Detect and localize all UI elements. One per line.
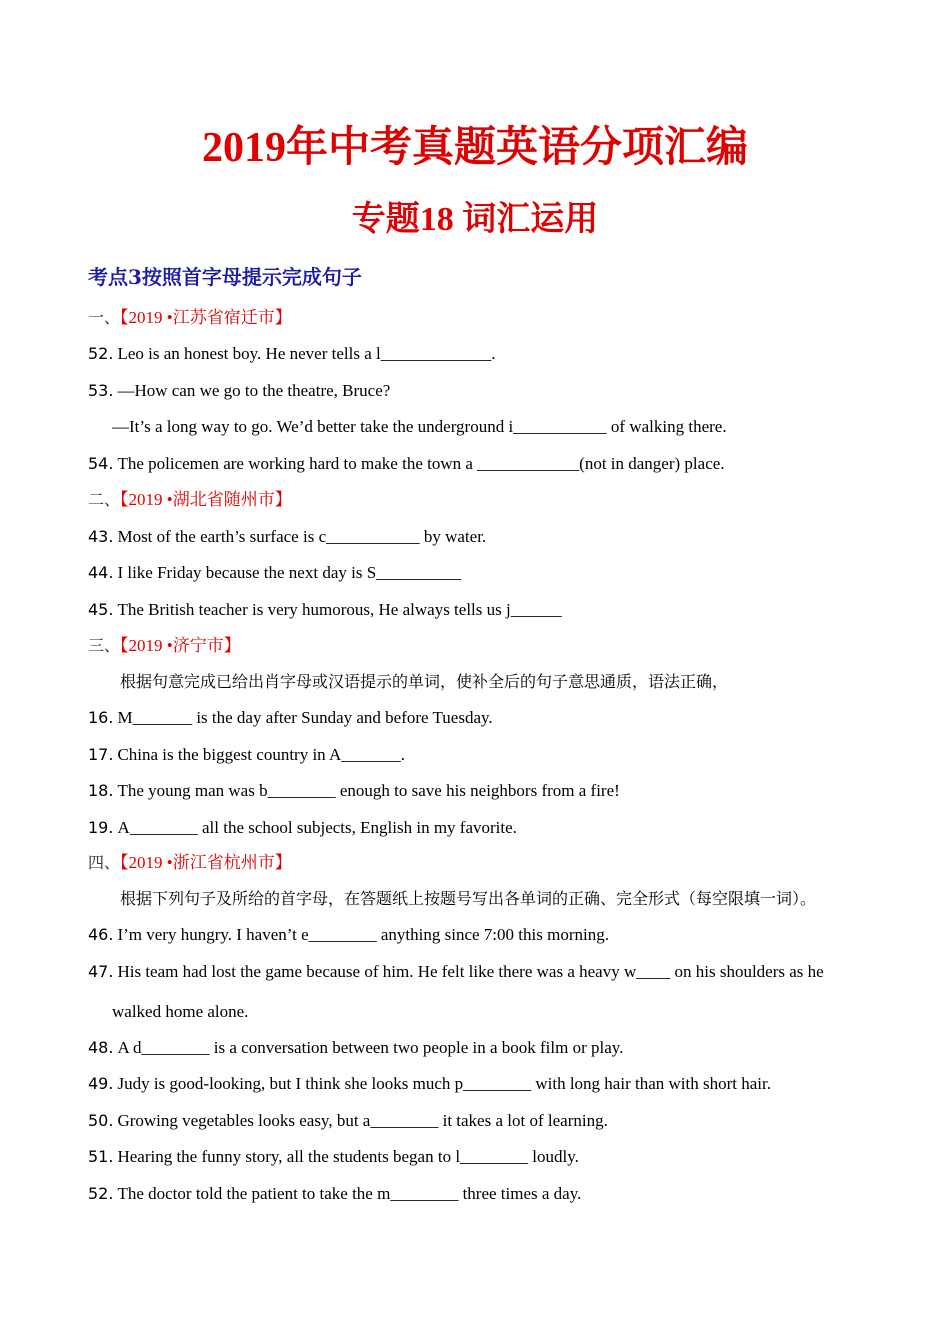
question-text: Hearing the funny story, all the students began to l________ loudly. [117,1147,579,1166]
page-subtitle: 专题18 词汇运用 [351,201,599,238]
section-instruction: 根据下列句子及所给的首字母，在答题纸上按题号写出各单词的正确、完全形式（每空限填一词）。 [120,889,817,908]
question-number: 43. [88,527,114,546]
question-continuation: walked home alone. [112,1002,249,1021]
question-item [88,452,725,476]
section-source-tag: 【2019 •江苏省宿迁市】 [120,308,292,327]
question-item [88,1036,623,1060]
section-heading-2 [88,489,292,511]
question-text: Judy is good-looking, but I think she looks much p________ with long hair than with short hair. [117,1074,771,1093]
question-number: 53. [88,381,114,400]
question-item [88,960,824,984]
page-title: 2019年中考真题英语分项汇编 [201,125,748,171]
question-text: The British teacher is very humorous, He always tells us j______ [117,600,562,619]
section-source-tag: 【2019 •湖北省随州市】 [120,490,292,509]
section-heading-4 [88,852,292,874]
question-item [88,1145,579,1169]
question-number: 52. [88,1184,114,1203]
question-item [88,598,562,622]
question-number: 16. [88,708,114,727]
question-text: China is the biggest country in A_______. [117,745,406,764]
question-text: His team had lost the game because of him. He felt like there was a heavy w____ on his shoulders as he [117,962,824,981]
question-number: 45. [88,600,114,619]
question-number: 44. [88,563,114,582]
question-number: 19. [88,818,114,837]
question-item [88,743,405,767]
question-number: 51. [88,1147,114,1166]
question-item [88,1072,771,1096]
question-item [88,1109,608,1133]
question-number: 52. [88,344,114,363]
question-item [88,525,486,549]
question-number: 18. [88,781,114,800]
section-heading-3 [88,635,241,657]
question-item [88,561,461,585]
question-text: —How can we go to the theatre, Bruce? [117,381,391,400]
section-source-tag: 【2019 •济宁市】 [120,636,241,655]
section-prefix: 二、 [88,490,121,509]
section-source-tag: 【2019 •浙江省杭州市】 [120,853,292,872]
question-item [88,816,517,840]
section-prefix: 三、 [88,636,121,655]
question-text: M_______ is the day after Sunday and before Tuesday. [117,708,493,727]
question-number: 46. [88,925,114,944]
question-text: I’m very hungry. I haven’t e________ anything since 7:00 this morning. [117,925,609,944]
question-number: 49. [88,1074,114,1093]
question-text: The doctor told the patient to take the m________ three times a day. [117,1184,582,1203]
question-number: 54. [88,454,114,473]
question-item [88,706,493,730]
question-item [88,923,609,947]
question-number: 47. [88,962,114,981]
question-text: Growing vegetables looks easy, but a________ it takes a lot of learning. [117,1111,608,1130]
question-text: A________ all the school subjects, English in my favorite. [117,818,517,837]
section-prefix: 四、 [88,853,121,872]
question-text: The policemen are working hard to make the town a ____________(not in danger) place. [117,454,725,473]
question-text: I like Friday because the next day is S__________ [117,563,462,582]
question-number: 17. [88,745,114,764]
question-number: 48. [88,1038,114,1057]
question-item [88,1182,581,1206]
question-item [88,779,620,803]
question-item [88,342,495,366]
question-item [88,379,390,403]
question-number: 50. [88,1111,114,1130]
question-text: A d________ is a conversation between two people in a book film or play. [117,1038,624,1057]
question-continuation: —It’s a long way to go. We’d better take the underground i___________ of walking there. [112,417,727,436]
question-text: Leo is an honest boy. He never tells a l_____________. [117,344,496,363]
question-text: The young man was b________ enough to save his neighbors from a fire! [117,781,620,800]
topic-heading: 考点3按照首字母提示完成句子 [88,265,362,289]
section-heading-1 [88,307,292,329]
section-prefix: 一、 [88,308,121,327]
question-text: Most of the earth’s surface is c___________ by water. [117,527,487,546]
section-instruction: 根据句意完成已给出肖字母或汉语提示的单词，使补全后的句子意思通质，语法正确， [120,672,729,691]
